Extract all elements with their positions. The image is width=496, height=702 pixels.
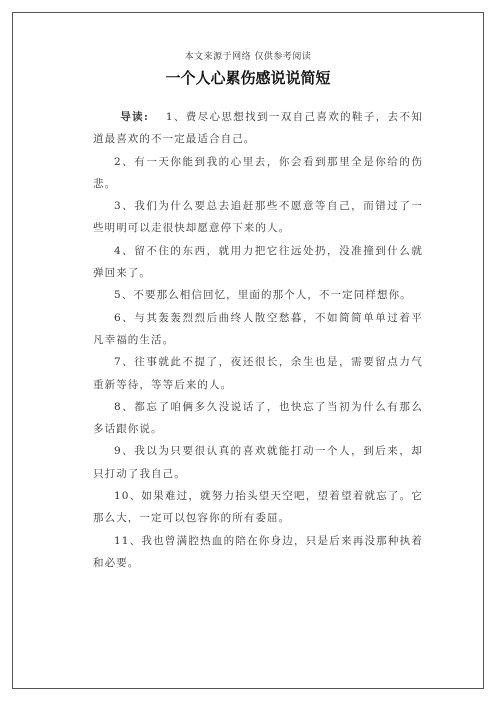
source-note: 本文来源于网络 仅供参考阅读 [184, 52, 312, 62]
paragraph-3: 3、我们为什么要总去追赶那些不愿意等自己，而错过了一些明明可以走很快却愿意停下来的人。 [93, 200, 423, 235]
paragraph-1-text: 1、费尽心思想找到一双自己喜欢的鞋子，去不知道最喜欢的不一定最适合自己。 [93, 111, 423, 146]
page-title: 一个人心累伤感说说简短 [165, 69, 331, 87]
paragraph-9: 9、我以为只要很认真的喜欢就能打动一个人，到后来，却只打动了我自己。 [93, 445, 423, 480]
intro-label: 导读: [120, 111, 150, 123]
paragraph-11: 11、我也曾满腔热血的陪在你身边，只是后来再没那种执着和必要。 [93, 534, 423, 569]
paragraph-1 [93, 106, 423, 151]
paragraph-7: 7、往事就此不提了，夜还很长，余生也是，需要留点力气重新等待，等等后来的人。 [93, 356, 423, 391]
paragraph-6: 6、与其轰轰烈烈后曲终人散空愁暮，不如简简单单过着平凡幸福的生活。 [93, 311, 423, 346]
paragraph-10: 10、如果难过，就努力抬头望天空吧，望着望着就忘了。它那么大，一定可以包容你的所有委屈。 [93, 490, 423, 525]
paragraph-8: 8、都忘了咱俩多久没说话了，也快忘了当初为什么有那么多话跟你说。 [93, 400, 423, 436]
article-body [93, 106, 423, 574]
paragraph-5: 5、不要那么相信回忆，里面的那个人，不一定同样想你。 [114, 289, 412, 302]
paragraph-4: 4、留不住的东西，就用力把它往远处扔，没准撞到什么就弹回来了。 [93, 244, 423, 280]
paragraph-2: 2、有一天你能到我的心里去，你会看到那里全是你给的伤悲。 [93, 155, 423, 190]
